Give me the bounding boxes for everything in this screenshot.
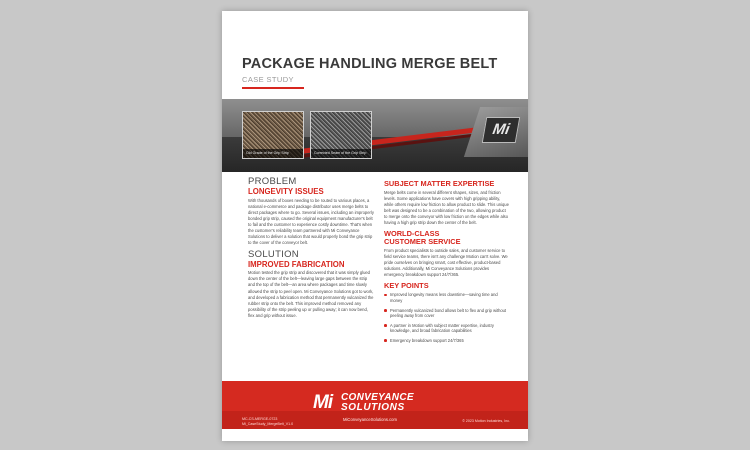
thumbnail-caption: Corrected Seam of the Grip Strip <box>311 149 371 158</box>
key-point-text: Emergency breakdown support 24/7/365 <box>390 337 464 343</box>
thumbnail-caption: Old Grade of the Grip Strip <box>243 149 303 158</box>
bullet-icon <box>384 294 387 297</box>
list-item <box>384 308 510 319</box>
bullet-icon <box>384 324 387 327</box>
expertise-heading: SUBJECT MATTER EXPERTISE <box>384 179 495 188</box>
mi-logo-icon: Mi <box>313 392 333 413</box>
website-link[interactable]: MiConveyanceSolutions.com <box>343 417 397 422</box>
solution-title: SOLUTION <box>248 248 299 260</box>
left-column <box>248 177 374 319</box>
hero-mi-logo: Mi <box>482 117 521 143</box>
problem-title: PROBLEM <box>248 176 297 187</box>
list-item <box>384 323 510 334</box>
logo-wordmark-line1: CONVEYANCE <box>341 392 414 403</box>
document-version: Mi_CaseStudy_MergeBelt_V1.0 <box>242 422 294 426</box>
service-heading-line1: WORLD-CLASS <box>384 228 440 238</box>
list-item <box>384 338 510 344</box>
key-point-text: Permanently vulcanized bond allows belt to flex and grip without peeling away from cover <box>390 307 507 319</box>
service-heading-line2: CUSTOMER SERVICE <box>384 237 461 247</box>
thumbnail-corrected-seam <box>310 111 372 159</box>
document-title: PACKAGE HANDLING MERGE BELT <box>242 56 498 72</box>
solution-body: Motion tested the grip strip and discovered that it was simply glued down the center of the belt—leaving large gaps between the strip and the top of the belt—an area where packages and time slowly allowed the strip to peel open. Mi Conveyance Solutions got to work, and developed a fabrication method that permanently vulcanized the rubber strip onto the belt. This improved method removed any possibility of the strip peeling up or pulling away; it can now bend, flex and grip without issue. <box>248 270 374 318</box>
solution-subtitle: IMPROVED FABRICATION <box>248 259 345 269</box>
service-body: From product specialists to outside sales, and customer service to field service teams, there isn't any challenge Motion can't solve. We pride ourselves on bringing smart, cost effective, product-based solutions. Additionally, Mi Conveyance Solutions provides emergency breakdown support 24/7/365. <box>384 247 508 278</box>
bullet-icon <box>384 309 387 312</box>
document-code: MC-CS-MERGE-0723 <box>242 417 278 421</box>
copyright-notice: © 2023 Motion Industries, Inc. <box>462 419 510 423</box>
right-column <box>384 180 510 347</box>
key-point-text: Improved longevity means less downtime—saving time and money <box>390 292 498 303</box>
logo-wordmark-line2: SOLUTIONS <box>341 402 405 413</box>
document-subtitle: CASE STUDY <box>242 75 294 84</box>
problem-subtitle: LONGEVITY ISSUES <box>248 187 324 196</box>
case-study-page <box>222 11 528 441</box>
thumbnail-old-grade <box>242 111 304 159</box>
title-underline <box>242 87 304 89</box>
key-point-text: A partner in Motion with subject matter expertise, industry knowledge, and broad fabrication capabilities <box>390 322 494 334</box>
problem-body: With thousands of boxes needing to be routed to various places, a national e-commerce and package distributor uses merge belts to direct packages where to go. Several issues, including an improperly bonded grip strip, caused the original equipment manufacturer's belt to fail and the customer to experience costly downtime. That's when the customer's reliability team partnered with Mi Conveyance Solutions to deliver a solution that would properly bond the grip strip to the cover of the conveyor belt. <box>248 197 374 245</box>
key-points-list <box>384 292 510 343</box>
list-item <box>384 292 510 303</box>
expertise-body: Merge belts come in several different shapes, sizes, and friction levels. Some applications have covers with high gripping ability, while others require low friction to allow product to slide. This unique belt was designed to be a combination of the two, allowing product to merge onto the conveyor with low friction on the edges while also having a high grip strip down the center of the belt. <box>384 189 509 225</box>
bullet-icon <box>384 339 387 342</box>
key-points-heading: KEY POINTS <box>384 281 429 291</box>
